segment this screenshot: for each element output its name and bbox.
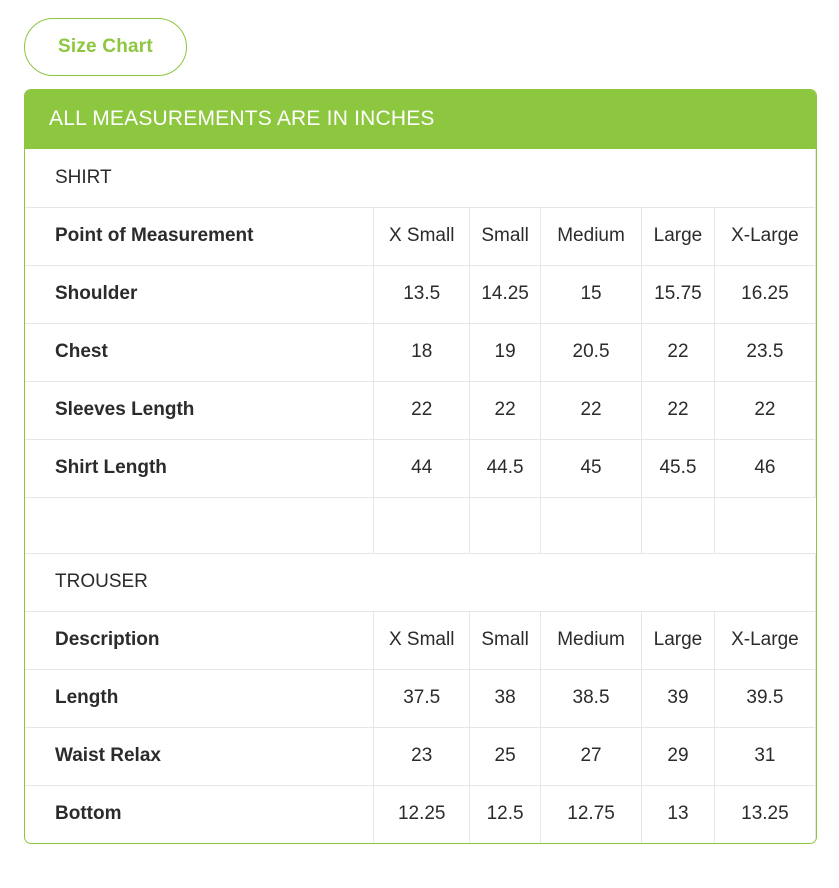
column-header-point-of-measurement: Point of Measurement — [25, 207, 374, 265]
cell-length-large: 39 — [642, 669, 715, 727]
row-label-chest: Chest — [25, 323, 374, 381]
column-header-trouser-small: Small — [470, 611, 541, 669]
table-header-row — [25, 207, 816, 265]
spacer-cell — [540, 497, 641, 553]
cell-length-x-small: 37.5 — [374, 669, 470, 727]
cell-shoulder-large: 15.75 — [642, 265, 715, 323]
cell-chest-small: 19 — [470, 323, 541, 381]
measurements-unit-header: ALL MEASUREMENTS ARE IN INCHES — [25, 90, 816, 149]
table-row — [25, 785, 816, 843]
cell-bottom-medium: 12.75 — [540, 785, 641, 843]
cell-chest-x-small: 18 — [374, 323, 470, 381]
cell-bottom-x-small: 12.25 — [374, 785, 470, 843]
cell-chest-x-large: 23.5 — [714, 323, 815, 381]
column-header-x-large: X-Large — [714, 207, 815, 265]
cell-sleeves-length-large: 22 — [642, 381, 715, 439]
size-chart-card — [24, 89, 817, 844]
cell-length-x-large: 39.5 — [714, 669, 815, 727]
table-row — [25, 265, 816, 323]
row-label-shirt-length: Shirt Length — [25, 439, 374, 497]
column-header-trouser-x-small: X Small — [374, 611, 470, 669]
section-title-row — [25, 149, 816, 207]
row-label-sleeves-length: Sleeves Length — [25, 381, 374, 439]
column-header-x-small: X Small — [374, 207, 470, 265]
spacer-cell — [642, 497, 715, 553]
table-row — [25, 323, 816, 381]
cell-waist-relax-x-small: 23 — [374, 727, 470, 785]
section-title-row — [25, 553, 816, 611]
tab-bar — [0, 0, 839, 76]
row-label-length: Length — [25, 669, 374, 727]
table-row — [25, 439, 816, 497]
cell-shoulder-medium: 15 — [540, 265, 641, 323]
table-row — [25, 727, 816, 785]
table-row — [25, 669, 816, 727]
column-header-trouser-medium: Medium — [540, 611, 641, 669]
cell-chest-medium: 20.5 — [540, 323, 641, 381]
spacer-cell — [374, 497, 470, 553]
cell-sleeves-length-medium: 22 — [540, 381, 641, 439]
cell-shirt-length-medium: 45 — [540, 439, 641, 497]
row-label-bottom: Bottom — [25, 785, 374, 843]
row-label-shoulder: Shoulder — [25, 265, 374, 323]
cell-shirt-length-x-small: 44 — [374, 439, 470, 497]
cell-length-small: 38 — [470, 669, 541, 727]
cell-shirt-length-x-large: 46 — [714, 439, 815, 497]
cell-waist-relax-large: 29 — [642, 727, 715, 785]
cell-sleeves-length-x-small: 22 — [374, 381, 470, 439]
cell-bottom-x-large: 13.25 — [714, 785, 815, 843]
cell-waist-relax-small: 25 — [470, 727, 541, 785]
cell-shirt-length-small: 44.5 — [470, 439, 541, 497]
cell-sleeves-length-small: 22 — [470, 381, 541, 439]
column-header-trouser-x-large: X-Large — [714, 611, 815, 669]
cell-waist-relax-x-large: 31 — [714, 727, 815, 785]
cell-shoulder-x-large: 16.25 — [714, 265, 815, 323]
table-row — [25, 381, 816, 439]
section-title-trouser: TROUSER — [25, 553, 816, 611]
cell-shirt-length-large: 45.5 — [642, 439, 715, 497]
cell-shoulder-x-small: 13.5 — [374, 265, 470, 323]
cell-shoulder-small: 14.25 — [470, 265, 541, 323]
column-header-description: Description — [25, 611, 374, 669]
column-header-medium: Medium — [540, 207, 641, 265]
size-chart-table — [25, 149, 816, 843]
cell-bottom-large: 13 — [642, 785, 715, 843]
column-header-large: Large — [642, 207, 715, 265]
cell-length-medium: 38.5 — [540, 669, 641, 727]
spacer-row — [25, 497, 816, 553]
table-header-row — [25, 611, 816, 669]
column-header-trouser-large: Large — [642, 611, 715, 669]
section-title-shirt: SHIRT — [25, 149, 816, 207]
column-header-small: Small — [470, 207, 541, 265]
cell-waist-relax-medium: 27 — [540, 727, 641, 785]
cell-bottom-small: 12.5 — [470, 785, 541, 843]
spacer-cell — [470, 497, 541, 553]
cell-sleeves-length-x-large: 22 — [714, 381, 815, 439]
spacer-cell — [25, 497, 374, 553]
tab-size-chart[interactable]: Size Chart — [24, 18, 187, 76]
cell-chest-large: 22 — [642, 323, 715, 381]
spacer-cell — [714, 497, 815, 553]
row-label-waist-relax: Waist Relax — [25, 727, 374, 785]
